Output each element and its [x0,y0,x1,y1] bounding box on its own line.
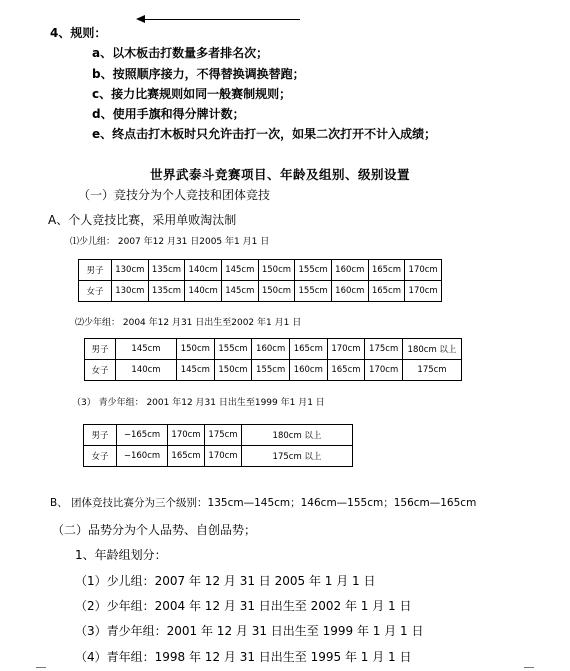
table-cell: 160cm [289,360,327,381]
table-cell: 145cm [177,360,215,381]
table-cell: −165cm [117,425,168,446]
table-cell: 140cm [116,360,177,381]
page-corner-mark [524,667,534,668]
table-cell: 165cm [368,281,405,302]
section-title: 世界武泰斗竞赛项目、年龄及组别、级别设置 [150,167,411,182]
table-cell: 男子 [85,339,116,360]
part-a-heading: A、个人竞技比赛，采用单败淘汰制 [48,213,237,227]
table-row [85,339,462,360]
teen-weight-table [83,424,353,467]
age-group-heading: 1、年龄组划分： [75,548,167,562]
age-group-item: （3）青少年组：2001 年 12 月 31 日出生至 1999 年 1 月 1 日 [75,624,424,638]
table-cell: 165cm [168,446,205,467]
group-teen-label: （3） 青少年组： 2001 年12 月31 日出生至1999 年1 月1 日 [72,398,325,408]
age-group-item: （1）少儿组：2007 年 12 月 31 日 2005 年 1 月 1 日 [75,574,376,588]
table-row [84,425,353,446]
table-cell: 175cm [205,425,242,446]
part-b-heading: B、 团体竞技比赛分为三个级别：135cm—145cm；146cm—155cm；156cm—165cm [50,497,477,509]
table-cell: 155cm [295,260,332,281]
table-cell: 165cm [327,360,365,381]
table-cell: 170cm [327,339,365,360]
age-group-item: （4）青年组：1998 年 12 月 31 日出生至 1995 年 1 月 1 日 [75,650,412,664]
youth-weight-table [84,338,462,381]
part-two-heading: （二）品势分为个人品势、自创品势； [52,523,257,537]
age-group-item: （2）少年组：2004 年 12 月 31 日出生至 2002 年 1 月 1 日 [75,599,412,613]
table-cell: 160cm [252,339,290,360]
group-youth-label: ⑵少年组： 2004 年12 月31 日出生至2002 年1 月1 日 [75,318,302,328]
table-row [79,281,442,302]
table-cell: 170cm [168,425,205,446]
table-cell: 170cm [365,360,403,381]
table-cell: 135cm [148,281,185,302]
table-cell: 男子 [79,260,112,281]
table-cell: 175cm 以上 [242,446,353,467]
table-cell: 145cm [116,339,177,360]
junior-weight-table [78,259,442,302]
rule-d: d、使用手旗和得分牌计数； [92,107,245,121]
table-cell: 170cm [405,281,442,302]
group-junior-label: ⑴少儿组： 2007 年12 月31 日2005 年1 月1 日 [70,237,270,247]
table-cell: 145cm [221,281,258,302]
rule-c: c、接力比赛规则如同一般赛制规则； [92,87,292,101]
arrow-line [140,19,300,20]
rule-b: b、按照顺序接力，不得替换调换替跑； [92,67,305,81]
table-cell: 180cm 以上 [403,339,462,360]
table-cell: 160cm [331,281,368,302]
rules-heading: 4、规则： [50,26,107,40]
part-one-heading: （一）竞技分为个人竞技和团体竞技 [78,188,271,202]
page-corner-mark [36,667,46,668]
table-cell: 175cm [403,360,462,381]
table-cell: 145cm [221,260,258,281]
rule-a: a、以木板击打数量多者排名次； [92,46,269,60]
table-cell: 155cm [214,339,252,360]
table-cell: 140cm [185,260,222,281]
table-cell: 170cm [205,446,242,467]
table-cell: 165cm [368,260,405,281]
table-row [79,260,442,281]
table-cell: 180cm 以上 [242,425,353,446]
table-cell: 130cm [112,260,149,281]
table-cell: 130cm [112,281,149,302]
table-cell: 155cm [295,281,332,302]
table-cell: 170cm [405,260,442,281]
table-row [84,446,353,467]
table-cell: 150cm [258,260,295,281]
table-cell: −160cm [117,446,168,467]
rule-e: e、终点击打木板时只允许击打一次，如果二次打开不计入成绩； [92,127,437,141]
table-cell: 155cm [252,360,290,381]
table-cell: 女子 [85,360,116,381]
arrow-left-icon [136,15,145,23]
table-cell: 175cm [365,339,403,360]
table-cell: 150cm [214,360,252,381]
table-cell: 男子 [84,425,117,446]
table-cell: 150cm [177,339,215,360]
table-cell: 150cm [258,281,295,302]
table-cell: 女子 [84,446,117,467]
table-cell: 女子 [79,281,112,302]
table-cell: 165cm [289,339,327,360]
table-cell: 160cm [331,260,368,281]
table-cell: 140cm [185,281,222,302]
table-row [85,360,462,381]
table-cell: 135cm [148,260,185,281]
